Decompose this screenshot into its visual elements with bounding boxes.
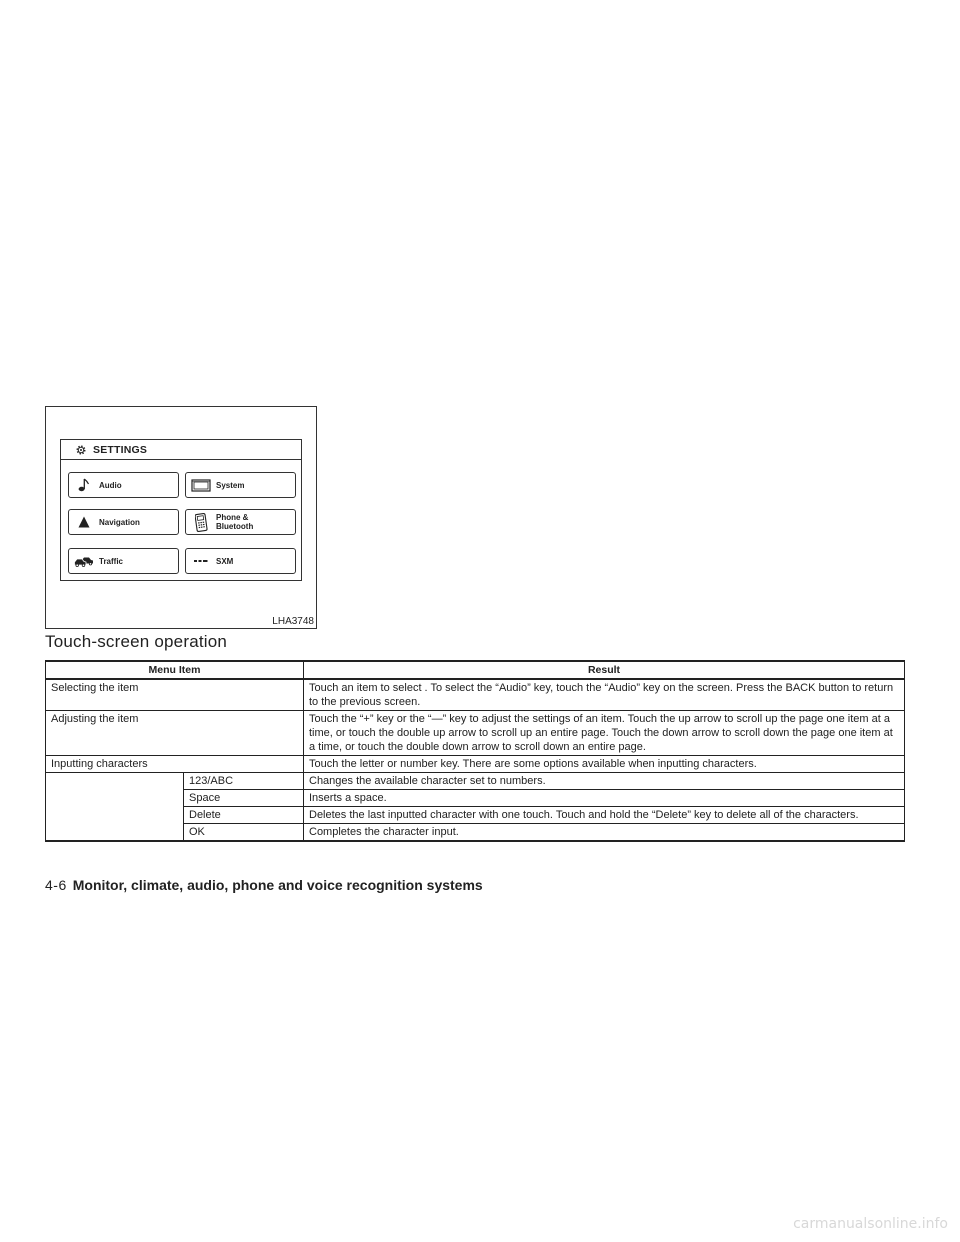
sxm-logo-icon <box>193 558 209 564</box>
figure-id: LHA3748 <box>272 616 314 627</box>
navigation-label: Navigation <box>99 517 140 527</box>
menu-item-header: Menu Item <box>46 661 304 679</box>
table-row <box>46 756 905 773</box>
touch-screen-table <box>45 660 905 842</box>
navigation-arrow-icon <box>78 516 90 528</box>
music-note-icon <box>78 478 90 492</box>
phone-label-line1: Phone & <box>216 513 249 522</box>
screen-title: SETTINGS <box>93 443 148 456</box>
settings-screen <box>60 439 302 581</box>
sxm-button[interactable] <box>185 548 296 574</box>
section-title: Touch-screen operation <box>45 632 228 651</box>
audio-label: Audio <box>99 480 122 490</box>
sub-item-cell: 123/ABC <box>184 773 304 790</box>
phone-label-line2: Bluetooth <box>216 522 254 531</box>
audio-button[interactable] <box>68 472 179 498</box>
sxm-label: SXM <box>216 556 234 566</box>
sub-item-cell: Delete <box>184 807 304 824</box>
navigation-button[interactable] <box>68 509 179 535</box>
table-subrow <box>46 773 905 790</box>
table-header-row <box>46 661 905 679</box>
phone-icon <box>195 513 208 532</box>
menu-item-cell: Inputting characters <box>46 756 304 773</box>
result-header: Result <box>304 661 905 679</box>
sub-item-cell: OK <box>184 824 304 842</box>
empty-cell <box>46 773 184 842</box>
result-cell: Deletes the last inputted character with one touch. Touch and hold the “Delete” key to delete all of the characters. <box>304 807 905 824</box>
table-row <box>46 711 905 756</box>
screen-header <box>61 440 301 460</box>
traffic-label: Traffic <box>99 556 124 566</box>
settings-illustration <box>45 406 317 629</box>
table-row <box>46 679 905 711</box>
page-footer <box>45 877 483 893</box>
traffic-button[interactable] <box>68 548 179 574</box>
result-cell: Changes the available character set to numbers. <box>304 773 905 790</box>
result-cell: Touch the letter or number key. There are some options available when inputting characters. <box>304 756 905 773</box>
menu-item-cell: Selecting the item <box>46 679 304 711</box>
monitor-icon <box>191 479 211 492</box>
result-cell: Touch an item to select . To select the “Audio” key, touch the “Audio” key on the screen. Press the BACK button to return to the previous screen. <box>304 679 905 711</box>
phone-bluetooth-label <box>216 513 253 531</box>
page-number: 4-6 <box>45 877 67 893</box>
result-cell: Inserts a space. <box>304 790 905 807</box>
result-cell: Touch the “+” key or the “—” key to adjust the settings of an item. Touch the up arrow to scroll up the page one item at a time, or touch the double up arrow to scroll up an entire page. Touch the down arrow to scroll down the page one item at a time, or touch the double down arrow to scroll down an entire page. <box>304 711 905 756</box>
traffic-cars-icon <box>74 555 94 567</box>
sub-item-cell: Space <box>184 790 304 807</box>
watermark: carmanualsonline.info <box>793 1216 948 1232</box>
footer-section-title: Monitor, climate, audio, phone and voice recognition systems <box>72 877 483 893</box>
gear-icon <box>75 444 87 456</box>
phone-bluetooth-button[interactable] <box>185 509 296 535</box>
system-label: System <box>216 480 245 490</box>
result-cell: Completes the character input. <box>304 824 905 842</box>
system-button[interactable] <box>185 472 296 498</box>
menu-item-cell: Adjusting the item <box>46 711 304 756</box>
